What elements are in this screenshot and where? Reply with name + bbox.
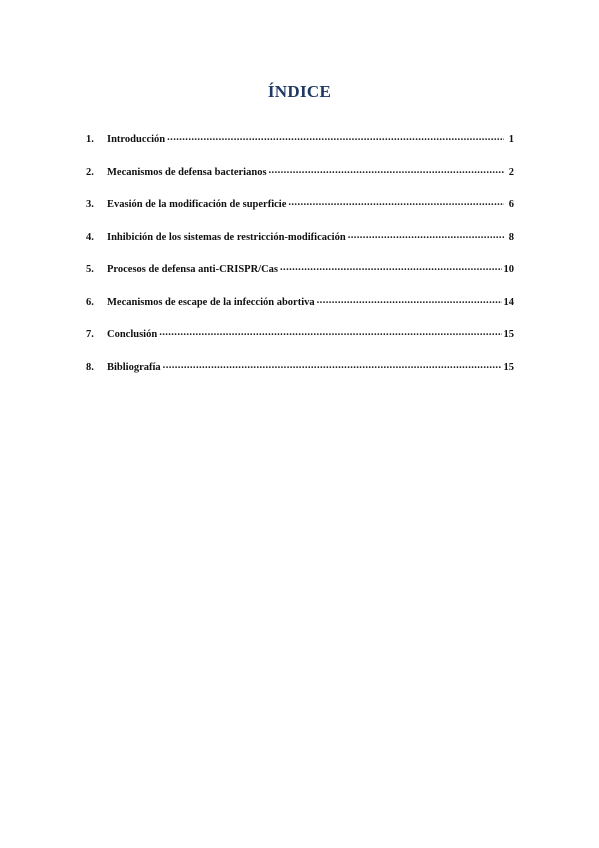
toc-entry (86, 165, 514, 198)
toc-dot-leader (288, 197, 504, 207)
toc-entry-number: 1. (86, 134, 94, 145)
toc-entry (86, 262, 514, 295)
toc-entry-title: Bibliografía (107, 361, 161, 373)
toc-entry-number: 7. (86, 329, 94, 340)
toc-entry (86, 327, 514, 360)
toc-entry-number: 8. (86, 361, 94, 373)
toc-entry (86, 197, 514, 230)
toc-entry-page: 10 (503, 264, 514, 275)
toc-entry-title: Mecanismos de defensa bacterianos (107, 166, 267, 178)
toc-entry-page: 8 (508, 231, 514, 243)
toc-entry (86, 360, 514, 393)
toc-dot-leader (317, 295, 502, 305)
toc-dot-leader (167, 132, 504, 142)
toc-dot-leader (269, 165, 504, 175)
toc-entry-page: 1 (508, 134, 514, 145)
toc-entry-page: 2 (508, 166, 514, 178)
toc-entry-number: 5. (86, 264, 94, 275)
page-title: ÍNDICE (267, 82, 332, 101)
toc-entry (86, 230, 514, 263)
toc-dot-leader (280, 262, 501, 272)
toc-entry (86, 295, 514, 328)
toc-entry-number: 6. (86, 296, 94, 308)
toc-entry-page: 6 (508, 199, 514, 210)
toc-entry-title: Evasión de la modificación de superficie (107, 199, 287, 210)
toc-dot-leader (159, 327, 501, 337)
toc-entry-number: 3. (86, 199, 94, 210)
toc-entry-number: 2. (86, 166, 94, 178)
toc-entry (86, 132, 514, 165)
toc-entry-page: 14 (503, 296, 514, 308)
toc-dot-leader (348, 230, 504, 240)
toc-entry-title: Procesos de defensa anti-CRISPR/Cas (107, 264, 279, 275)
toc-entry-title: Introducción (107, 134, 166, 145)
toc-entry-number: 4. (86, 231, 94, 243)
toc-entry-title: Inhibición de los sistemas de restricción-modificación (107, 231, 346, 243)
toc-entry-page: 15 (503, 329, 514, 340)
toc-entry-page: 15 (503, 361, 514, 373)
toc-dot-leader (163, 360, 502, 370)
toc-entry-title: Mecanismos de escape de la infección abortiva (107, 296, 315, 308)
toc-entry-title: Conclusión (107, 329, 158, 340)
table-of-contents (86, 132, 514, 392)
